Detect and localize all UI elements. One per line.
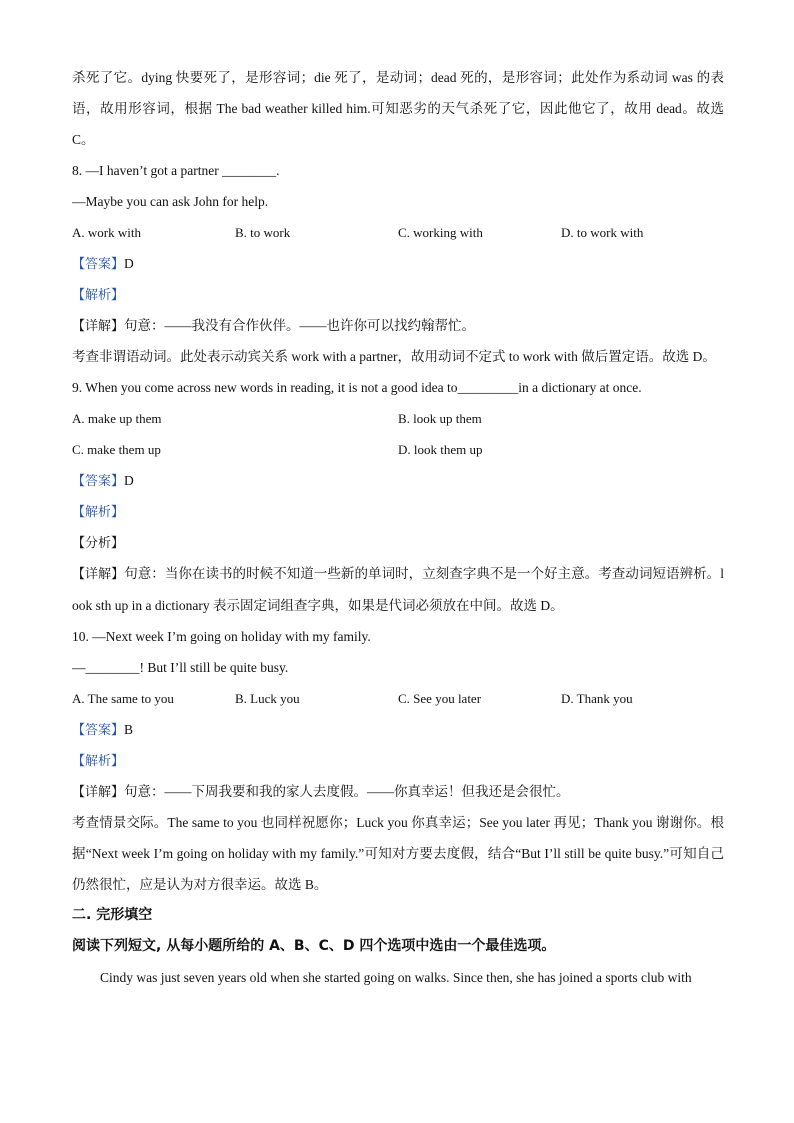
- detail-tag: 【详解】: [72, 567, 125, 582]
- q10-reply: —________! But I’ll still be quite busy.: [72, 660, 289, 675]
- q10-option-b: B. Luck you: [235, 691, 300, 706]
- q9-stem: 9. When you come across new words in reading, it is not a good idea to_________in a dictionary at once.: [72, 380, 642, 395]
- q8-stem: 8. —I haven’t got a partner ________.: [72, 163, 280, 178]
- detail-tag: 【详解】: [72, 785, 125, 800]
- q10-detail: 句意：——下周我要和我的家人去度假。——你真幸运！但我还是会很忙。: [124, 784, 570, 799]
- section-title: 二. 完形填空: [72, 907, 153, 923]
- q9-option-a: A. make up them: [72, 411, 162, 426]
- q9-option-c: C. make them up: [72, 442, 161, 457]
- q9-options-row-2: [72, 434, 724, 465]
- answer-tag: 【答案】: [72, 257, 125, 272]
- q9-analysis-line: [72, 496, 724, 527]
- q8-detail: 句意：——我没有合作伙伴。——也许你可以找约翰帮忙。: [124, 318, 476, 333]
- q8-options: [72, 217, 724, 248]
- analysis-tag: 【解析】: [72, 288, 125, 303]
- q8-explanation: 考查非谓语动词。此处表示动宾关系 work with a partner，故用动词不定式 to work with 做后置定语。故选 D。: [72, 349, 716, 364]
- passage-first-line: Cindy was just seven years old when she started going on walks. Since then, she has joined a sports club with: [100, 970, 692, 985]
- q10-answer-line: [72, 714, 724, 745]
- analysis-tag: 【解析】: [72, 754, 125, 769]
- q8-answer-line: [72, 248, 724, 279]
- q8-option-b: B. to work: [235, 225, 291, 240]
- q10-options: [72, 683, 724, 714]
- q10-stem: 10. —Next week I’m going on holiday with my family.: [72, 629, 371, 644]
- q10-detail-line: [72, 776, 724, 807]
- q10-option-c: C. See you later: [398, 691, 482, 706]
- q8-option-d: D. to work with: [561, 225, 644, 240]
- detail-tag: 【详解】: [72, 319, 125, 334]
- q10-explanation: 考查情景交际。The same to you 也同样祝愿你；Luck you 你真幸运；See you later 再见；Thank you 谢谢你。根据“Next week I’m going on holiday with my family.”可知对方要去度假，结合“But I’ll still be quite busy.”可知自己仍然很忙，应是认为对方很幸运。故选 B。: [72, 815, 724, 892]
- q10-option-d: D. Thank you: [561, 691, 633, 706]
- q8-option-c: C. working with: [398, 225, 483, 240]
- q8-answer: D: [124, 256, 134, 271]
- answer-tag: 【答案】: [72, 723, 125, 738]
- analysis-tag: 【解析】: [72, 505, 125, 520]
- q9-answer: D: [124, 473, 134, 488]
- q10-answer: B: [124, 722, 134, 737]
- q9-option-b: B. look up them: [398, 411, 482, 426]
- fenxi-tag: 【分析】: [72, 536, 125, 551]
- q9-options-row-1: [72, 403, 724, 434]
- q9-answer-line: [72, 465, 724, 496]
- q10-analysis-line: [72, 745, 724, 776]
- q9-detail: [72, 558, 724, 621]
- previous-explanation: 杀死了它。dying 快要死了，是形容词；die 死了，是动词；dead 死的，是形容词；此处作为系动词 was 的表语，故用形容词，根据 The bad weather killed him.可知恶劣的天气杀死了它，因此他它了，故用 dead。故选 C。: [72, 70, 724, 147]
- q8-option-a: A. work with: [72, 225, 141, 240]
- q8-reply: —Maybe you can ask John for help.: [72, 194, 269, 209]
- q8-analysis-line: [72, 279, 724, 310]
- q8-detail-line: [72, 310, 724, 341]
- document-page: [72, 62, 724, 993]
- q10-option-a: A. The same to you: [72, 691, 174, 706]
- answer-tag: 【答案】: [72, 474, 125, 489]
- q9-fenxi-line: [72, 527, 724, 558]
- q9-option-d: D. look them up: [398, 442, 483, 457]
- section-instruction: 阅读下列短文, 从每小题所给的 A、B、C、D 四个选项中选由一个最佳选项。: [72, 938, 556, 954]
- q9-detail-text: 句意：当你在读书的时候不知道一些新的单词时，立刻查字典不是一个好主意。考查动词短语辨析。look sth up in a dictionary 表示固定词组查字典，如果是代词必须放在中间。故选 D。: [72, 566, 724, 613]
